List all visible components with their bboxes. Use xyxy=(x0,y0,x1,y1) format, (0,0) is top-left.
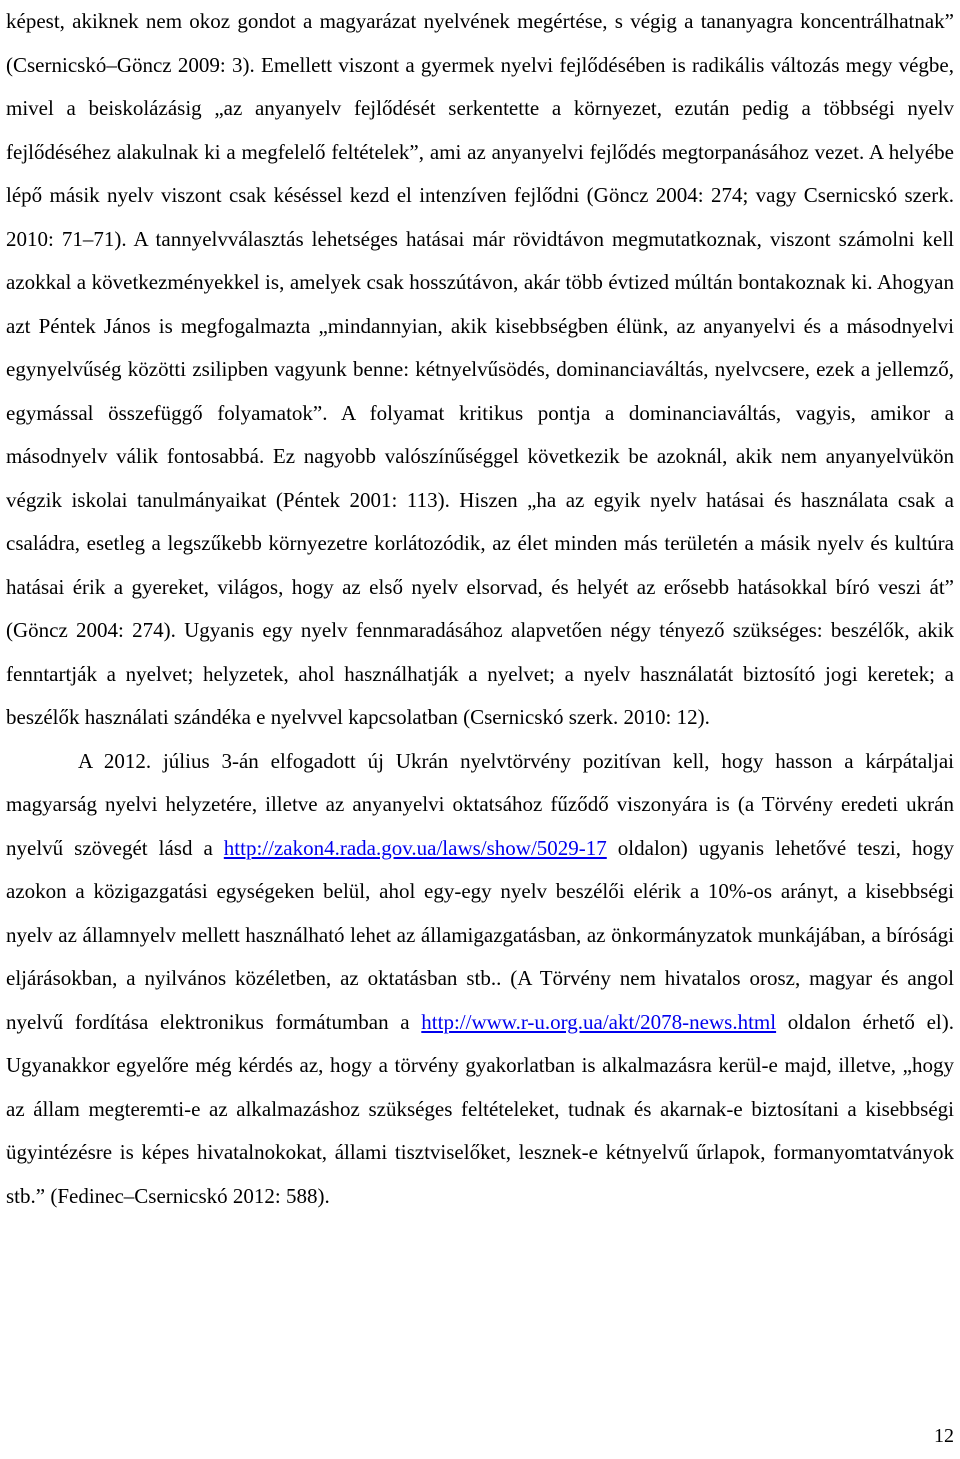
paragraph-2-text-3: oldalon érhető el). Ugyanakkor egyelőre még kérdés az, hogy a törvény gyakorlatban is alkalmazásra kerül-e majd, illetve, „hogy az állam megteremti-e az alkalmazáshoz szükséges feltételeket, tudnak és akarnak-e biztosítani a kisebbségi ügyintézésre is képes hivatalnokokat, állami tisztviselőket, lesznek-e kétnyelvű űrlapok, formanyomtatványok stb.” (Fedinec–Csernicskó 2012: 588). xyxy=(6,1009,954,1208)
paragraph-2-text-2: oldalon) ugyanis lehetővé teszi, hogy azokon a közigazgatási egységeken belül, ahol egy-egy nyelv beszélői elérik a 10%-os arányt, a kisebbségi nyelv az államnyelv mellett használható lehet az államigazgatásban, az önkormányzatok munkájában, a bírósági eljárásokban, a nyilvános közéletben, az oktatásban stb.. (A Törvény nem hivatalos orosz, magyar és angol nyelvű fordítása elektronikus formátumban a xyxy=(6,835,954,1034)
page-number: 12 xyxy=(934,1425,954,1447)
paragraph-2 xyxy=(6,740,954,1219)
zakon-link[interactable]: http://zakon4.rada.gov.ua/laws/show/5029-17 xyxy=(223,835,607,860)
document-body xyxy=(6,0,954,1218)
paragraph-2-text-1: A 2012. július 3-án elfogadott új Ukrán nyelvtörvény pozitívan kell, hogy hasson a kárpátaljai magyarság nyelvi helyzetére, illetve az anyanyelvi oktatsához fűződő viszonyára is (a Törvény eredeti ukrán nyelvű szövegét lásd a xyxy=(6,748,954,860)
paragraph-1: képest, akiknek nem okoz gondot a magyarázat nyelvének megértése, s végig a tananyagra koncentrálhatnak” (Csernicskó–Göncz 2009: 3). Emellett viszont a gyermek nyelvi fejlődésében is radikális változás megy végbe, mivel a beiskolázásig „az anyanyelv fejlődését serkentette a környezet, ezután pedig a többségi nyelv fejlődéséhez alakulnak ki a megfelelő feltételek”, ami az anyanyelvi fejlődés megtorpanásához vezet. A helyébe lépő másik nyelv viszont csak késéssel kezd el intenzíven fejlődni (Göncz 2004: 274; vagy Csernicskó szerk. 2010: 71–71). A tannyelvválasztás lehetséges hatásai már rövidtávon megmutatkoznak, viszont számolni kell azokkal a következményekkel is, amelyek csak hosszútávon, akár több évtized múltán bontakoznak ki. Ahogyan azt Péntek János is megfogalmazta „mindannyian, akik kisebbségben élünk, az anyanyelvi és a másodnyelvi egynyelvűség közötti zsilipben vagyunk benne: kétnyelvűsödés, dominanciaváltás, nyelvcsere, ezek a jellemző, egymással összefüggő folyamatok”. A folyamat kritikus pontja a dominanciaváltás, vagyis, amikor a másodnyelv válik fontosabbá. Ez nagyobb valószínűséggel következik be azoknál, akik nem anyanyelvükön végzik iskolai tanulmányaikat (Péntek 2001: 113). Hiszen „ha az egyik nyelv hatásai és használata csak a családra, esetleg a legszűkebb környezetre korlátozódik, az élet minden más területén a másik nyelv és kultúra hatásai érik a gyereket, világos, hogy az első nyelv elsorvad, és helyét az erősebb hatásokkal bíró veszi át” (Göncz 2004: 274). Ugyanis egy nyelv fennmaradásához alapvetően négy tényező szükséges: beszélők, akik fenntartják a nyelvet; helyzetek, ahol használhatják a nyelvet; a nyelv használatát biztosító jogi keretek; a beszélők használati szándéka e nyelvvel kapcsolatban (Csernicskó szerk. 2010: 12). xyxy=(6,9,954,729)
ru-org-link[interactable]: http://www.r-u.org.ua/akt/2078-news.html xyxy=(421,1009,777,1034)
